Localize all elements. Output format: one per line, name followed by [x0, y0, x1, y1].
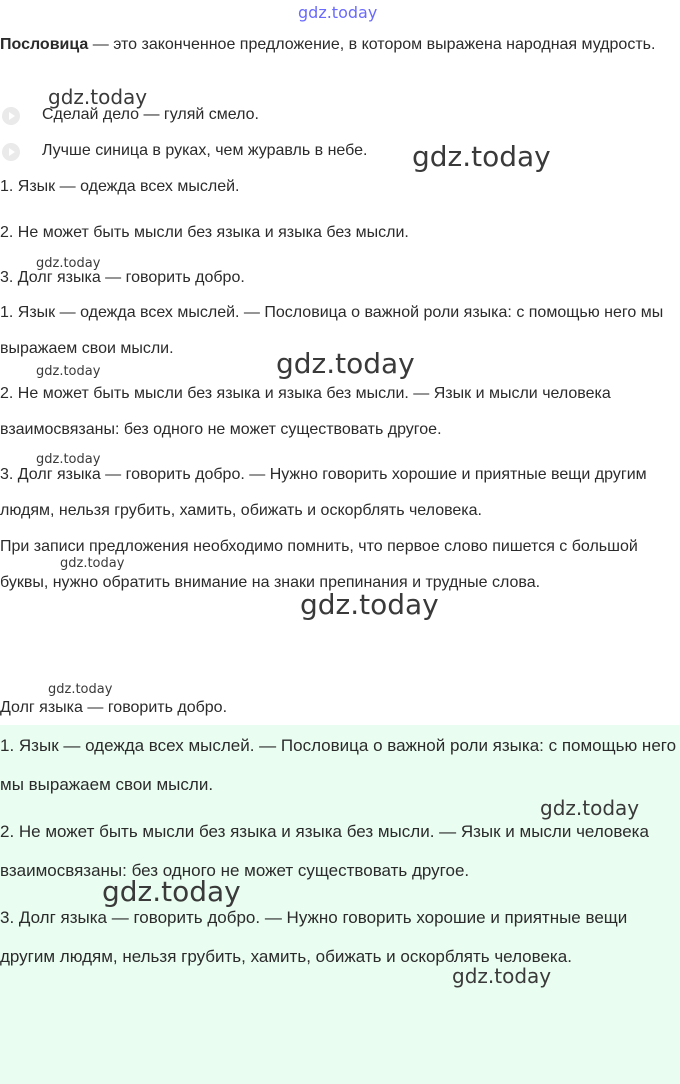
watermark-top: gdz.today [298, 3, 378, 22]
answer-item: 3. Долг языка — говорить добро. — Нужно говорить хорошие и приятные вещи другим людям, нельзя грубить, хамить, обижать и оскорблять человека. [0, 908, 628, 966]
definition-term: Пословица [0, 36, 89, 53]
explanation-paragraph: 1. Язык — одежда всех мыслей. — Пословица о важной роли языка: с помощью него мы выражаем свои мысли. [0, 304, 664, 357]
watermark: gdz.today [102, 875, 241, 908]
watermark: gdz.today [36, 256, 101, 271]
play-bullet-icon [2, 107, 20, 125]
watermark: gdz.today [60, 556, 125, 571]
watermark: gdz.today [412, 140, 551, 173]
play-bullet-icon [2, 143, 20, 161]
definition-text: — это законченное предложение, в котором выражена народная мудрость. [88, 36, 656, 53]
watermark: gdz.today [48, 682, 113, 697]
explanation-paragraph: 3. Долг языка — говорить добро. — Нужно говорить хорошие и приятные вещи другим людям, нельзя грубить, хамить, обижать и оскорблять человека. [0, 466, 647, 519]
watermark: gdz.today [36, 452, 101, 467]
watermark: gdz.today [300, 588, 439, 621]
example-item: Сделай дело — гуляй смело. [42, 106, 259, 123]
proverb-item: 3. Долг языка — говорить добро. [0, 269, 245, 286]
watermark: gdz.today [540, 796, 640, 820]
answer-item: 2. Не может быть мысли без языка и языка без мысли. — Язык и мысли человека взаимосвязаны: без одного не может существовать другое. [0, 822, 649, 880]
note-paragraph: При записи предложения необходимо помнить, что первое слово пишется с большой буквы, нужно обратить внимание на знаки препинания и трудные слова. [0, 538, 638, 591]
watermark: gdz.today [452, 964, 552, 988]
watermark: gdz.today [276, 347, 415, 380]
answer-item: 1. Язык — одежда всех мыслей. — Пословица о важной роли языка: с помощью него мы выражаем свои мысли. [0, 736, 677, 794]
proverb-item: 2. Не может быть мысли без языка и языка без мысли. [0, 224, 409, 241]
watermark: gdz.today [48, 85, 148, 109]
example-item: Лучше синица в руках, чем журавль в небе. [42, 142, 368, 159]
explanation-paragraph: 2. Не может быть мысли без языка и языка без мысли. — Язык и мысли человека взаимосвязаны: без одного не может существовать другое. [0, 385, 611, 438]
definition-paragraph [0, 27, 680, 63]
watermark: gdz.today [36, 364, 101, 379]
chosen-proverb: Долг языка — говорить добро. [0, 699, 228, 716]
proverb-item: 1. Язык — одежда всех мыслей. [0, 178, 240, 195]
